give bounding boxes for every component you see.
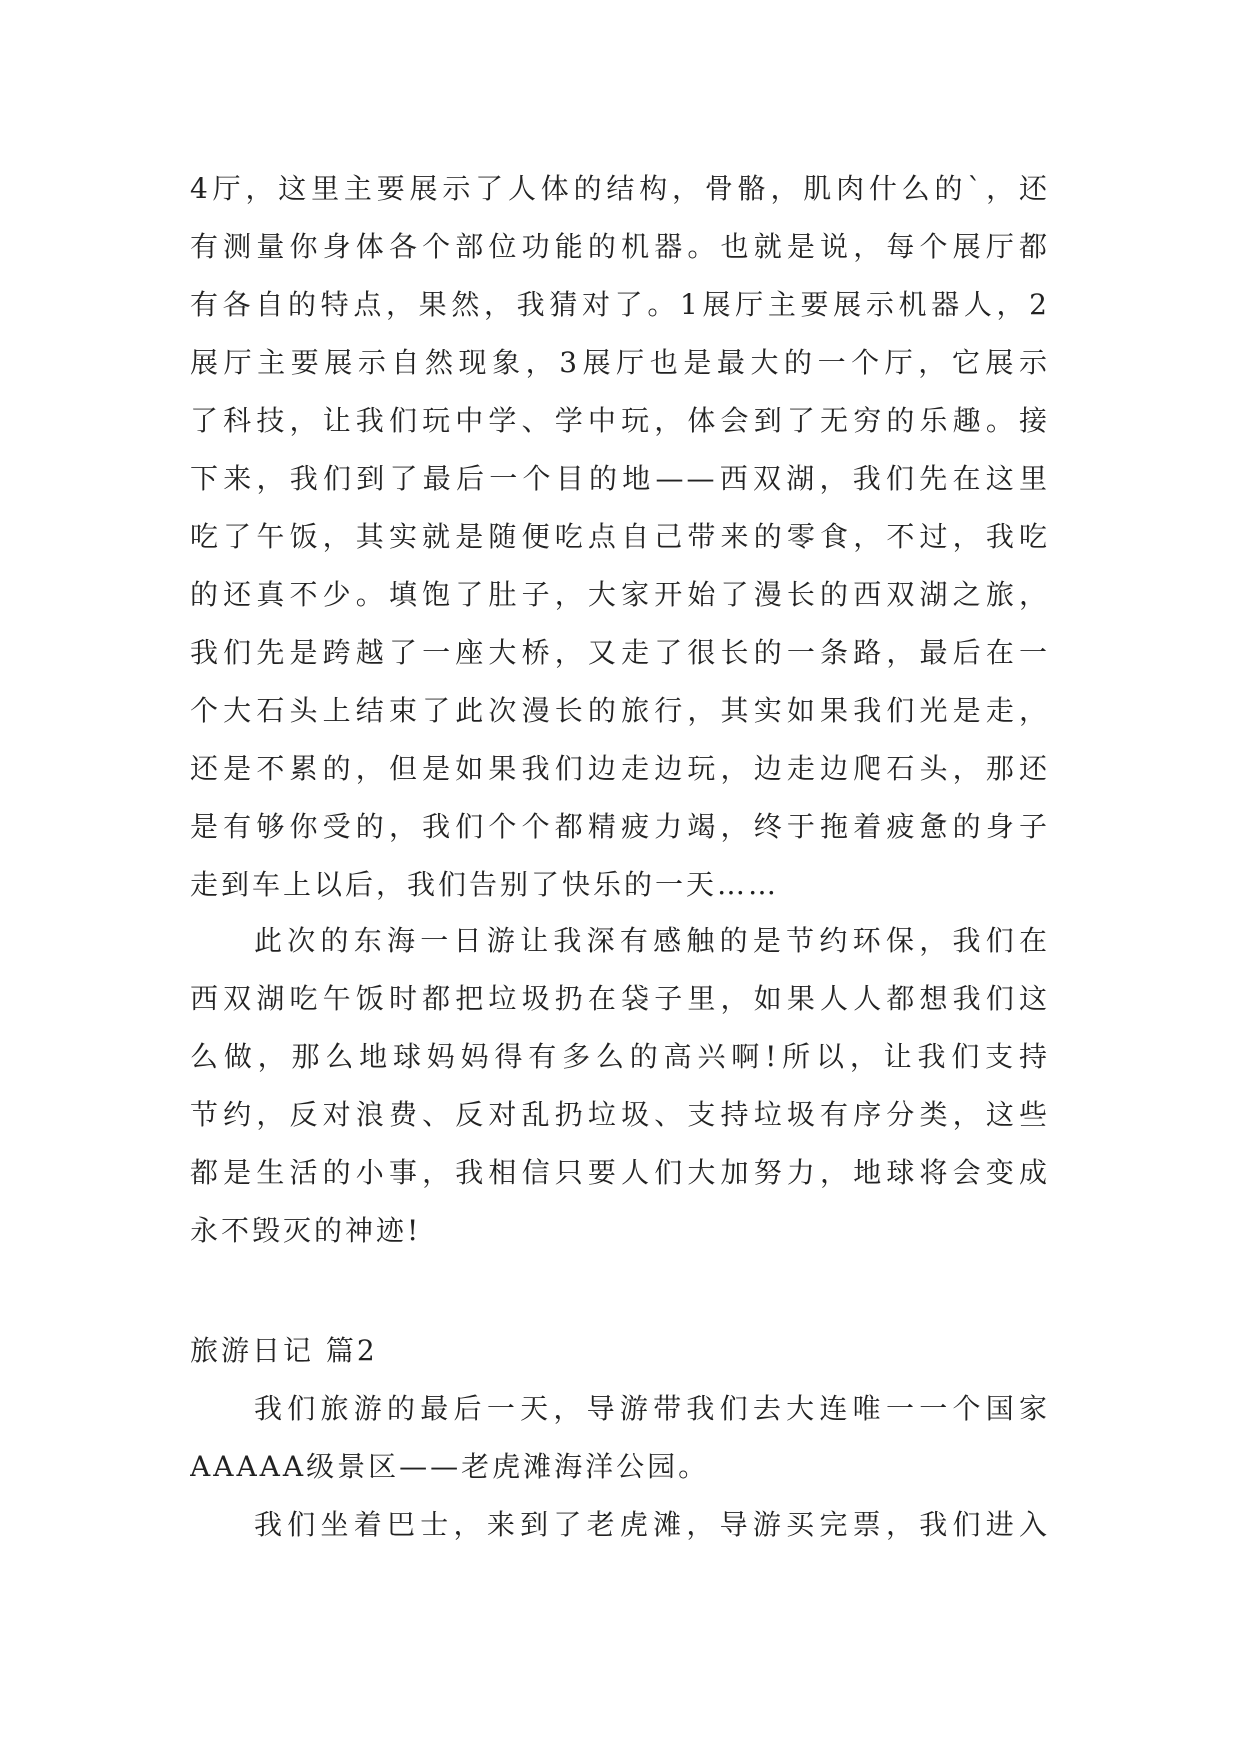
text-line: 节约，反对浪费、反对乱扔垃圾、支持垃圾有序分类，这些 xyxy=(190,1098,1050,1131)
paragraph-museum-and-lake xyxy=(190,160,1050,914)
text-line: 有测量你身体各个部位功能的机器。也就是说，每个展厅都 xyxy=(190,230,1050,263)
text-line: 永不毁灭的神迹! xyxy=(190,1214,422,1247)
text-line: 我们先是跨越了一座大桥，又走了很长的一条路，最后在一 xyxy=(190,636,1050,669)
text-line: 西双湖吃午饭时都把垃圾扔在袋子里，如果人人都想我们这 xyxy=(190,982,1050,1015)
text-line: 有各自的特点，果然，我猜对了。1展厅主要展示机器人，2 xyxy=(190,288,1050,321)
text-line: AAAAA级景区——老虎滩海洋公园。 xyxy=(190,1450,710,1483)
paragraph-reflection xyxy=(190,912,1050,1260)
text-line: 展厅主要展示自然现象，3展厅也是最大的一个厅，它展示 xyxy=(190,346,1050,379)
text-line: 我们旅游的最后一天，导游带我们去大连唯一一个国家 xyxy=(254,1392,1050,1425)
text-line: 的还真不少。填饱了肚子，大家开始了漫长的西双湖之旅， xyxy=(190,578,1050,611)
text-line: 走到车上以后，我们告别了快乐的一天…… xyxy=(190,868,780,901)
section-heading xyxy=(190,1322,1050,1380)
text-line: 下来，我们到了最后一个目的地——西双湖，我们先在这里 xyxy=(190,462,1050,495)
text-line: 我们坐着巴士，来到了老虎滩，导游买完票，我们进入 xyxy=(254,1508,1050,1541)
heading-text: 旅游日记 篇2 xyxy=(190,1334,378,1367)
text-line: 还是不累的，但是如果我们边走边玩，边走边爬石头，那还 xyxy=(190,752,1050,785)
text-line: 此次的东海一日游让我深有感触的是节约环保，我们在 xyxy=(254,924,1050,957)
text-line: 是有够你受的，我们个个都精疲力竭，终于拖着疲惫的身子 xyxy=(190,810,1050,843)
text-line: 4厅，这里主要展示了人体的结构，骨骼，肌肉什么的`，还 xyxy=(190,172,1050,205)
text-line: 了科技，让我们玩中学、学中玩，体会到了无穷的乐趣。接 xyxy=(190,404,1050,437)
text-line: 么做，那么地球妈妈得有多么的高兴啊!所以，让我们支持 xyxy=(190,1040,1050,1073)
text-line: 都是生活的小事，我相信只要人们大加努力，地球将会变成 xyxy=(190,1156,1050,1189)
paragraph-last-day xyxy=(190,1380,1050,1554)
text-line: 吃了午饭，其实就是随便吃点自己带来的零食，不过，我吃 xyxy=(190,520,1050,553)
text-line: 个大石头上结束了此次漫长的旅行，其实如果我们光是走， xyxy=(190,694,1050,727)
